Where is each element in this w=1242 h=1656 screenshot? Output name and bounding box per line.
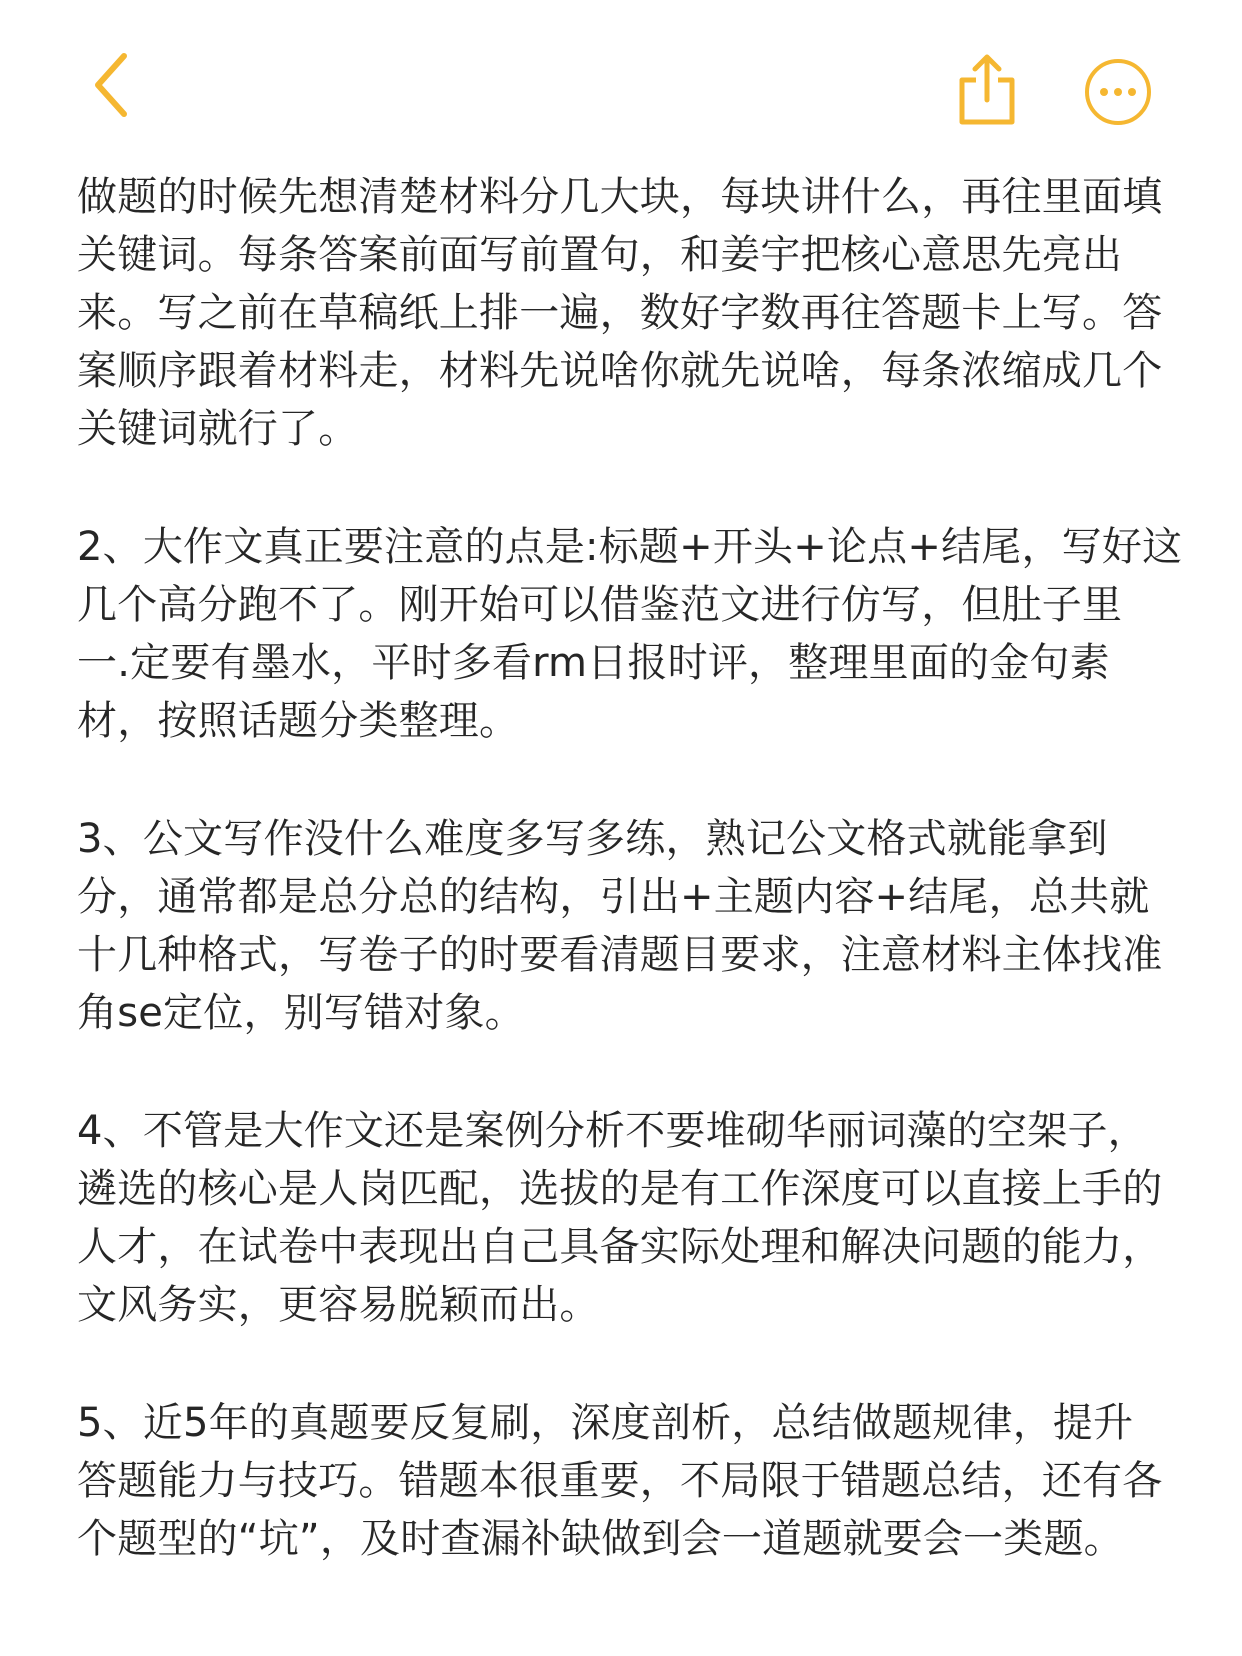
text-line: 几个高分跑不了。刚开始可以借鉴范文进行仿写，但肚子里 <box>77 582 1123 628</box>
back-button[interactable] <box>88 48 148 122</box>
more-button[interactable] <box>1082 56 1154 128</box>
text-line: 角se定位，别写错对象。 <box>77 990 525 1036</box>
text-line: 来。写之前在草稿纸上排一遍，数好字数再往答题卡上写。答 <box>77 290 1163 336</box>
chevron-left-icon <box>88 48 148 122</box>
text-line: 十几种格式，写卷子的时要看清题目要求，注意材料主体找准 <box>77 932 1163 978</box>
text-line: 答题能力与技巧。错题本很重要，不局限于错题总结，还有各 <box>77 1458 1163 1504</box>
text-line: 3、公文写作没什么难度多写多练，熟记公文格式就能拿到 <box>77 816 1108 862</box>
top-toolbar <box>0 0 1242 160</box>
text-line: 材，按照话题分类整理。 <box>77 698 520 744</box>
text-line: 5、近5年的真题要反复刷，深度剖析，总结做题规律，提升 <box>77 1400 1134 1446</box>
text-line: 分，通常都是总分总的结构，引出+主题内容+结尾，总共就 <box>77 874 1150 920</box>
text-line: 2、大作文真正要注意的点是:标题+开头+论点+结尾，写好这 <box>77 524 1183 570</box>
share-icon <box>952 50 1022 128</box>
text-line: 关键词。每条答案前面写前置句，和姜宇把核心意思先亮出 <box>77 232 1123 278</box>
text-line: 文风务实，更容易脱颖而出。 <box>77 1282 600 1328</box>
text-line: 一.定要有墨水，平时多看rm日报时评，整理里面的金句素 <box>77 640 1110 686</box>
text-line: 案顺序跟着材料走，材料先说啥你就先说啥，每条浓缩成几个 <box>77 348 1163 394</box>
note-paragraph <box>77 518 1183 750</box>
note-paragraph <box>77 810 1177 1042</box>
text-line: 做题的时候先想清楚材料分几大块，每块讲什么，再往里面填 <box>77 174 1163 220</box>
share-button[interactable] <box>952 50 1022 128</box>
note-body[interactable] <box>77 168 1183 1568</box>
text-line: 关键词就行了。 <box>77 406 359 452</box>
text-line: 遴选的核心是人岗匹配，选拔的是有工作深度可以直接上手的 <box>77 1166 1163 1212</box>
more-icon <box>1082 56 1154 128</box>
note-paragraph <box>77 1102 1177 1334</box>
note-paragraph <box>77 1394 1177 1568</box>
text-line: 个题型的“坑”，及时查漏补缺做到会一道题就要会一类题。 <box>77 1516 1124 1562</box>
note-paragraph <box>77 168 1177 458</box>
text-line: 人才，在试卷中表现出自己具备实际处理和解决问题的能力， <box>77 1224 1163 1270</box>
text-line: 4、不管是大作文还是案例分析不要堆砌华丽词藻的空架子， <box>77 1108 1148 1154</box>
